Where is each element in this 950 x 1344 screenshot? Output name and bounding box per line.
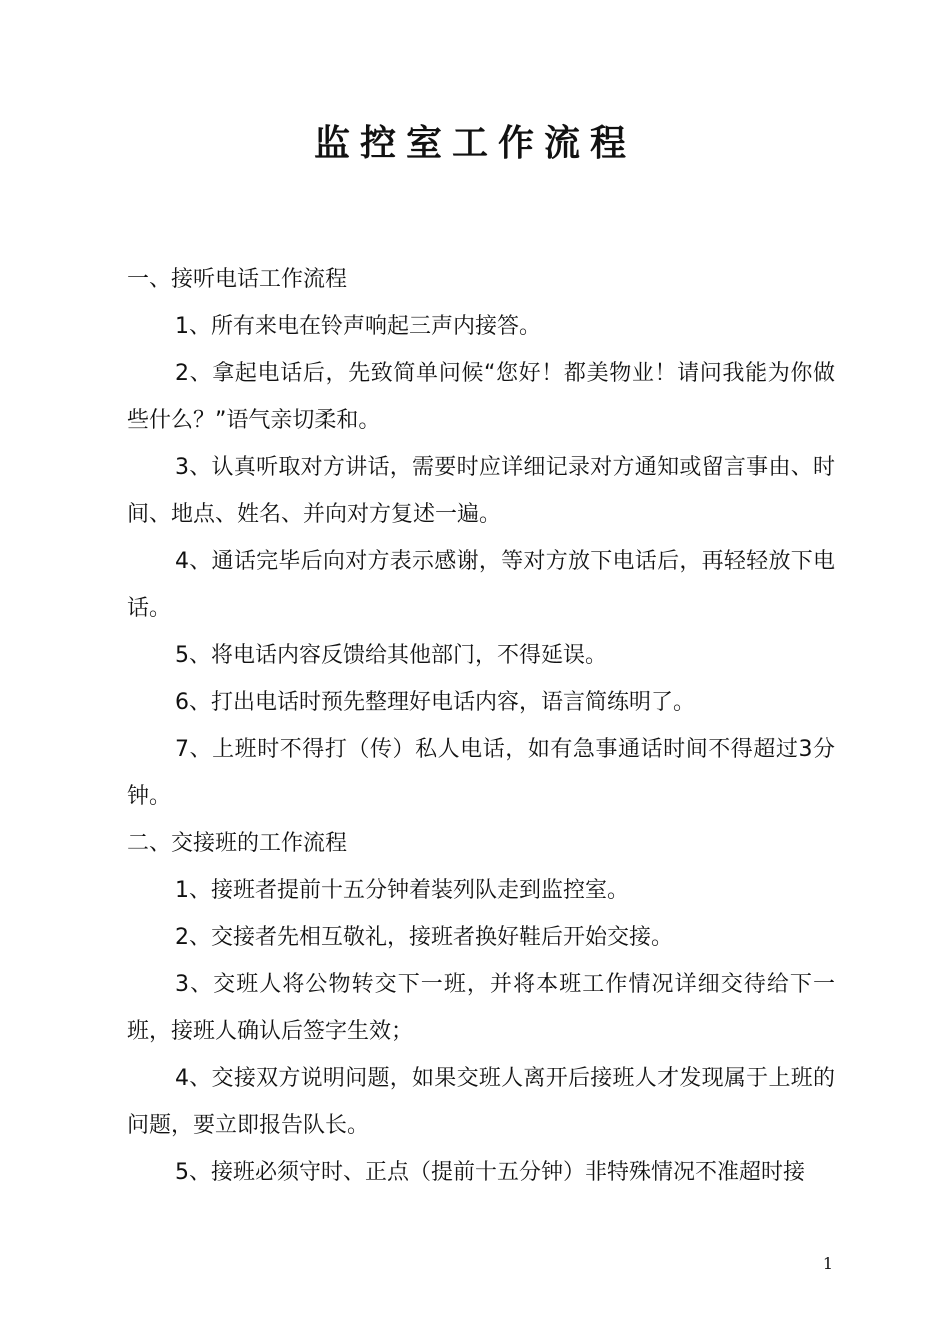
list-item: 6、打出电话时预先整理好电话内容，语言简练明了。	[175, 690, 695, 715]
section-phone-procedure	[127, 256, 835, 820]
list-item: 7、上班时不得打（传）私人电话，如有急事通话时间不得超过3分钟。	[127, 737, 835, 809]
list-item: 3、认真听取对方讲话，需要时应详细记录对方通知或留言事由、时间、地点、姓名、并向对方复述一遍。	[127, 455, 835, 527]
list-item: 2、交接者先相互敬礼，接班者换好鞋后开始交接。	[175, 925, 673, 950]
list-item: 2、拿起电话后，先致简单问候“您好！都美物业！请问我能为你做些什么？”语气亲切柔和。	[127, 361, 835, 433]
document-body	[127, 256, 835, 1196]
list-item: 1、接班者提前十五分钟着装列队走到监控室。	[175, 878, 629, 903]
list-item: 4、交接双方说明问题，如果交班人离开后接班人才发现属于上班的问题，要立即报告队长。	[127, 1066, 835, 1138]
list-item: 3、交班人将公物转交下一班，并将本班工作情况详细交待给下一班，接班人确认后签字生效；	[127, 972, 835, 1044]
page-number: 1	[822, 1254, 833, 1273]
document-title: 监控室工作流程	[313, 122, 636, 164]
section-heading: 一、接听电话工作流程	[127, 267, 348, 292]
section-shift-handover	[127, 820, 835, 1196]
section-heading: 二、交接班的工作流程	[127, 831, 348, 856]
list-item: 4、通话完毕后向对方表示感谢，等对方放下电话后，再轻轻放下电话。	[127, 549, 835, 621]
list-item: 5、接班必须守时、正点（提前十五分钟）非特殊情况不准超时接	[175, 1160, 805, 1185]
list-item: 1、所有来电在铃声响起三声内接答。	[175, 314, 541, 339]
list-item: 5、将电话内容反馈给其他部门，不得延误。	[175, 643, 607, 668]
